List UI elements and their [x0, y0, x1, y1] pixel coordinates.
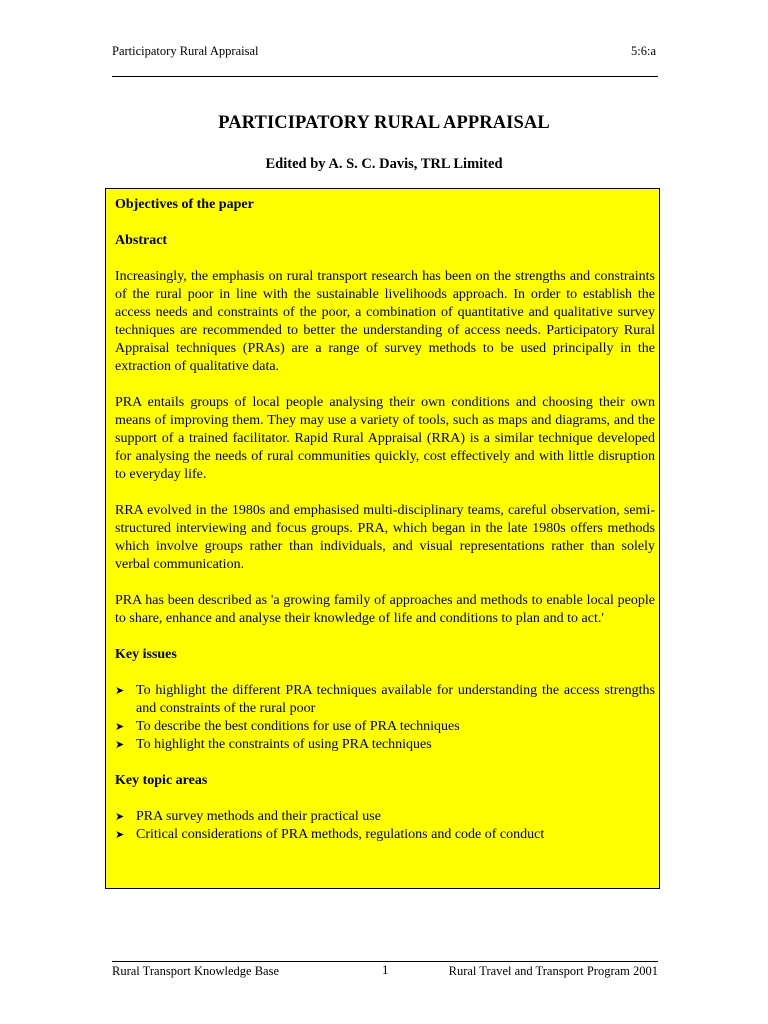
header-section-number: 5:6:a: [631, 44, 656, 58]
arrow-bullet-icon: ➤: [115, 811, 125, 823]
list-item-text: Critical considerations of PRA methods, regulations and code of conduct: [136, 827, 545, 842]
key-issues-list: [115, 682, 655, 754]
footer-right-text: Rural Travel and Transport Program 2001: [448, 964, 658, 978]
arrow-bullet-icon: ➤: [115, 685, 125, 697]
page-number: 1: [382, 962, 389, 977]
abstract-paragraph: RRA evolved in the 1980s and emphasised multi-disciplinary teams, careful observation, semi-structured interviewing and focus groups. PRA, which began in the late 1980s offers methods which involve groups rather than individuals, and visual representations rather than solely verbal communication.: [115, 503, 655, 572]
footer-left-text: Rural Transport Knowledge Base: [112, 964, 279, 978]
arrow-bullet-icon: ➤: [115, 721, 125, 733]
list-item-text: To highlight the constraints of using PRA techniques: [136, 737, 432, 752]
abstract-heading: Abstract: [115, 233, 168, 248]
objectives-heading: Objectives of the paper: [115, 197, 254, 212]
abstract-paragraph: Increasingly, the emphasis on rural transport research has been on the strengths and constraints of the rural poor in line with the sustainable livelihoods approach. In order to establish the access needs and constraints of the poor, a combination of quantitative and qualitative survey techniques are recommended to better the understanding of access needs. Participatory Rural Appraisal techniques (PRAs) are a range of survey methods to be used principally in the extraction of qualitative data.: [115, 269, 655, 374]
abstract-paragraph: PRA has been described as 'a growing family of approaches and methods to enable local people to share, enhance and analyse their knowledge of life and conditions to plan and to act.': [115, 593, 655, 626]
header-left-text: Participatory Rural Appraisal: [112, 44, 259, 58]
arrow-bullet-icon: ➤: [115, 829, 125, 841]
key-issues-heading: Key issues: [115, 647, 177, 662]
arrow-bullet-icon: ➤: [115, 739, 125, 751]
key-topics-heading: Key topic areas: [115, 773, 208, 788]
list-item-text: PRA survey methods and their practical use: [136, 809, 381, 824]
running-footer: [112, 964, 658, 979]
key-topics-list: [115, 808, 655, 844]
document-title: PARTICIPATORY RURAL APPRAISAL: [218, 113, 550, 133]
document-editor-line: Edited by A. S. C. Davis, TRL Limited: [265, 156, 503, 172]
list-item-text: To highlight the different PRA techniques available for understanding the access strengths and constraints of the rural poor: [136, 683, 655, 716]
list-item: [115, 682, 655, 718]
header-divider: [112, 76, 658, 77]
list-item: [115, 808, 655, 826]
list-item: [115, 718, 655, 736]
abstract-paragraph: PRA entails groups of local people analysing their own conditions and choosing their own means of improving them. They may use a variety of tools, such as maps and diagrams, and the support of a trained facilitator. Rapid Rural Appraisal (RRA) is a similar technique developed for analysing the needs of rural communities quickly, cost effectively and with little disruption to everyday life.: [115, 395, 655, 482]
list-item: [115, 826, 655, 844]
objectives-box: [105, 188, 660, 889]
list-item: [115, 736, 655, 754]
list-item-text: To describe the best conditions for use of PRA techniques: [136, 719, 460, 734]
running-header: [112, 44, 656, 59]
